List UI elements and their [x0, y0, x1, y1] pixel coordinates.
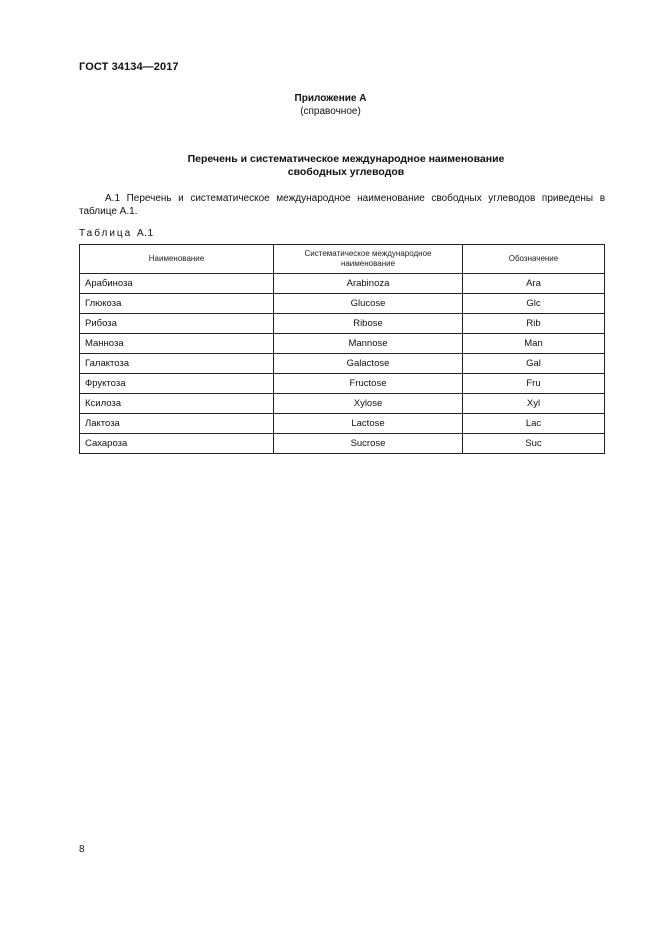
cell-designation: Fru: [463, 374, 605, 394]
cell-designation: Rib: [463, 314, 605, 334]
cell-name: Фруктоза: [80, 374, 274, 394]
cell-designation: Glc: [463, 294, 605, 314]
table-row: [80, 394, 605, 414]
table-row: [80, 314, 605, 334]
table-caption-number: А.1: [137, 228, 154, 239]
cell-designation: Man: [463, 334, 605, 354]
cell-systematic-name: Galactose: [274, 354, 463, 374]
appendix-subtitle: (справочное): [300, 106, 361, 117]
cell-name: Сахароза: [80, 434, 274, 454]
cell-systematic-name: Sucrose: [274, 434, 463, 454]
cell-name: Ксилоза: [80, 394, 274, 414]
carbohydrates-table: [79, 244, 605, 454]
table-caption-word: Таблица: [79, 228, 133, 239]
table-row: [80, 414, 605, 434]
cell-name: Рибоза: [80, 314, 274, 334]
cell-systematic-name: Fructose: [274, 374, 463, 394]
cell-name: Галактоза: [80, 354, 274, 374]
cell-name: Глюкоза: [80, 294, 274, 314]
cell-name: Лактоза: [80, 414, 274, 434]
table-row: [80, 374, 605, 394]
column-header-name: Наименование: [80, 245, 274, 274]
column-header-systematic-name: Систематическое международное наименование: [274, 245, 463, 274]
standard-number: ГОСТ 34134—2017: [79, 61, 179, 73]
section-heading-line-2: свободных углеводов: [287, 166, 405, 178]
appendix-title: Приложение А: [294, 93, 367, 104]
cell-designation: Gal: [463, 354, 605, 374]
table-header-row: [80, 245, 605, 274]
table-row: [80, 334, 605, 354]
page-number: 8: [79, 844, 85, 855]
table-caption: [79, 228, 154, 239]
cell-systematic-name: Xylose: [274, 394, 463, 414]
cell-systematic-name: Ribose: [274, 314, 463, 334]
table-row: [80, 274, 605, 294]
body-paragraph: А.1 Перечень и систематическое международное наименование свободных углеводов приведены в таблице А.1.: [79, 193, 605, 217]
appendix-label: [0, 92, 661, 118]
cell-systematic-name: Arabinoza: [274, 274, 463, 294]
cell-designation: Xyl: [463, 394, 605, 414]
cell-designation: Lac: [463, 414, 605, 434]
cell-systematic-name: Mannose: [274, 334, 463, 354]
cell-name: Арабиноза: [80, 274, 274, 294]
cell-systematic-name: Glucose: [274, 294, 463, 314]
cell-systematic-name: Lactose: [274, 414, 463, 434]
cell-name: Манноза: [80, 334, 274, 354]
table-row: [80, 434, 605, 454]
cell-designation: Ara: [463, 274, 605, 294]
section-heading-line-1: Перечень и систематическое международное наименование: [187, 153, 505, 165]
column-header-designation: Обозначение: [463, 245, 605, 274]
table-row: [80, 354, 605, 374]
table-row: [80, 294, 605, 314]
cell-designation: Suc: [463, 434, 605, 454]
section-heading: [0, 153, 661, 179]
